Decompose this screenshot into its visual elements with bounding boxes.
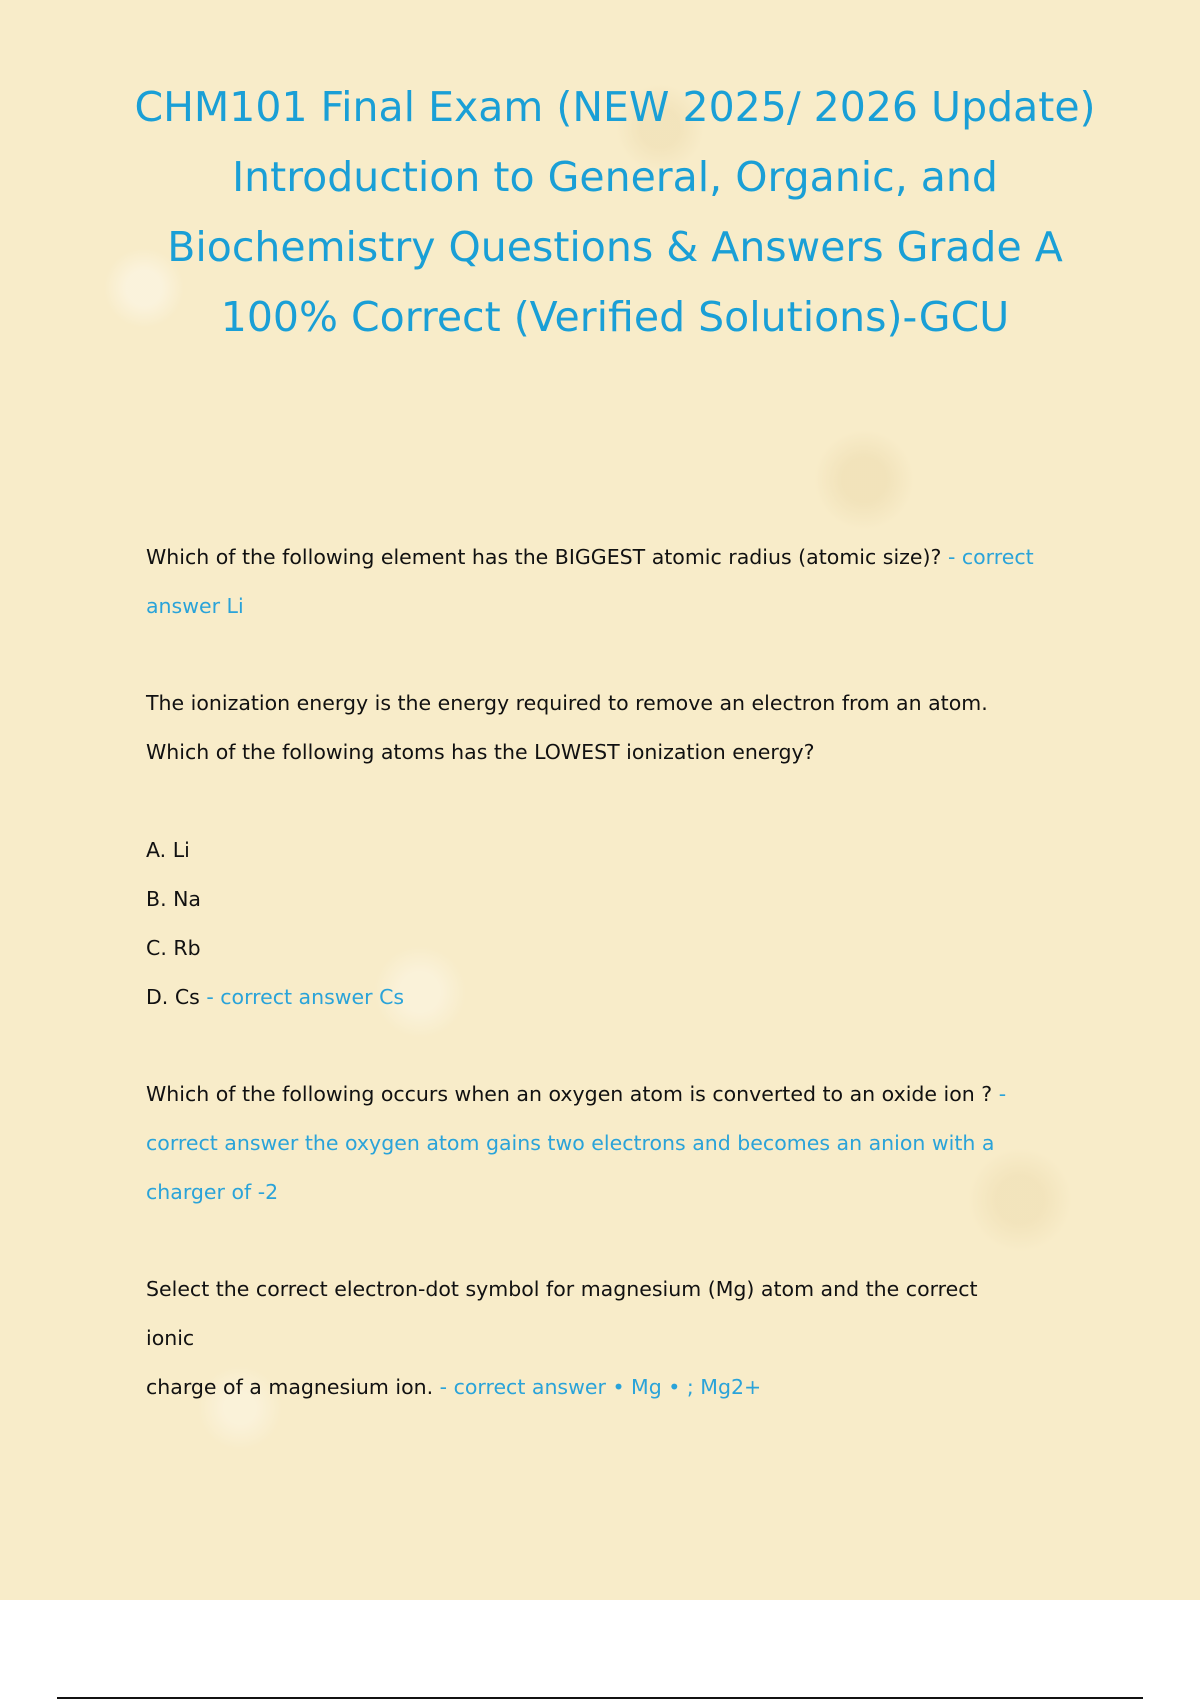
question-block-3 — [146, 1070, 1076, 1217]
question-block-4 — [146, 1265, 1076, 1412]
question-4-answer: - correct answer • Mg • ; Mg2+ — [439, 1375, 762, 1399]
question-3-text: Which of the following occurs when an oxygen atom is converted to an oxide ion ? — [146, 1082, 993, 1106]
option-b: B. Na — [146, 887, 201, 911]
question-list — [146, 533, 1076, 1460]
option-c: C. Rb — [146, 936, 201, 960]
question-4-line-1: Select the correct electron-dot symbol for magnesium (Mg) atom and the correct — [146, 1277, 978, 1301]
option-d-line — [146, 973, 1076, 1022]
question-2-line-1: The ionization energy is the energy required to remove an electron from an atom. — [146, 691, 988, 715]
question-3-answer: - correct answer the oxygen atom gains two electrons and becomes an anion with a charger of -2 — [146, 1082, 1007, 1204]
question-4-line-2: ionic — [146, 1326, 195, 1350]
question-4-line-3-row — [146, 1363, 1076, 1412]
question-4-line-3: charge of a magnesium ion. — [146, 1375, 434, 1399]
question-block-2 — [146, 679, 1076, 1022]
document-title: CHM101 Final Exam (NEW 2025/ 2026 Update) Introduction to General, Organic, and Biochemistry Questions & Answers Grade A 100% Correct (Verified Solutions)-GCU — [134, 83, 1096, 341]
question-2-line-2: Which of the following atoms has the LOWEST ionization energy? — [146, 740, 815, 764]
question-text — [146, 1070, 1076, 1217]
footer-divider — [57, 1697, 1143, 1699]
option-a: A. Li — [146, 838, 190, 862]
question-block-1 — [146, 533, 1076, 631]
question-1-answer: - correct answer Li — [146, 545, 1034, 618]
option-d: D. Cs — [146, 985, 200, 1009]
question-text — [146, 533, 1076, 631]
question-2-answer: - correct answer Cs — [206, 985, 405, 1009]
question-1-text: Which of the following element has the BIGGEST atomic radius (atomic size)? — [146, 545, 942, 569]
